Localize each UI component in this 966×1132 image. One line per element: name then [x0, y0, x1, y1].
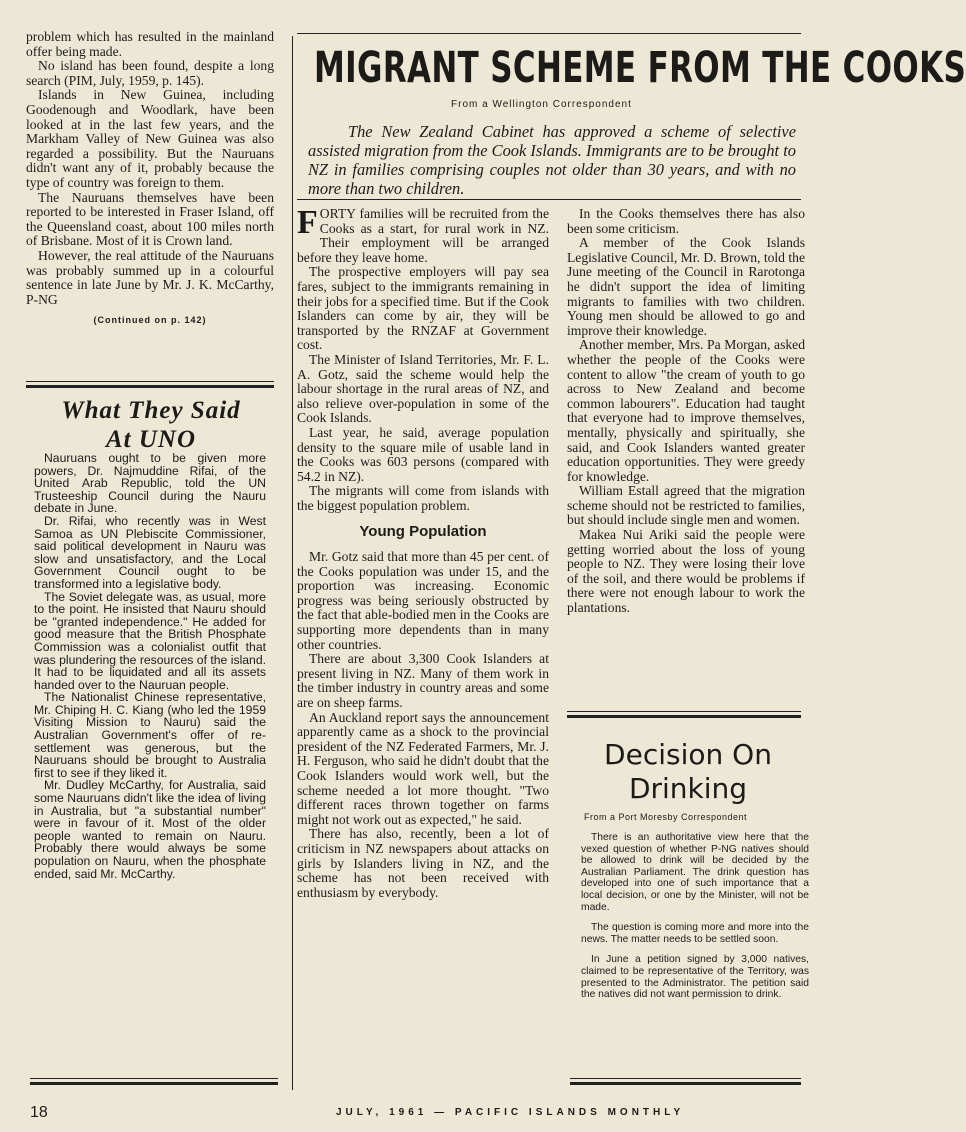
divider — [30, 1082, 278, 1085]
drop-cap: F — [297, 204, 318, 241]
paragraph: Nauruans ought to be given more powers, Dr. Najmuddine Rifai, of the United Arab Republic, told the UN Trusteeship Council during the Nauru debate in June. — [34, 451, 266, 516]
divider — [567, 711, 801, 712]
paragraph: Mr. Gotz said that more than 45 per cent. of the Cooks population was under 15, and the proportion was increasing. Economic progress was being seriously obstructed by the fact that able-bodied men in the Cooks are supporting more dependents than in many other countries. — [297, 549, 549, 652]
paragraph: Mr. Dudley McCarthy, for Australia, said some Nauruans didn't like the idea of living in Australia, but "a substantial number" were in favour of it. Most of the older people wanted to remain on Nauru. Probably there would always be some population on Nauru, when the phosphate ended, said Mr. McCarthy. — [34, 778, 266, 881]
paragraph: The Nationalist Chinese representative, Mr. Chiping H. C. Kiang (who led the 1959 Visiting Mission to Nauru) said the Australian Government's offer of re-settlement was generous, but the Nauruans should be brought to Australia first to see if they liked it. — [34, 690, 266, 780]
paragraph: The Soviet delegate was, as usual, more to the point. He insisted that Nauru should be "granted independence." He added for good measure that the British Phosphate Commission was a colonialist outfit that was plundering the resources of the island. It had to be liquidated and all its assets handed over to the Nauruan people. — [34, 589, 266, 692]
paragraph: The Minister of Island Territories, Mr. F. L. A. Gotz, said the scheme would help the labour shortage in the rural areas of NZ, and also relieve over-population in some of the Cook Islands. — [297, 351, 549, 426]
uno-article — [34, 452, 266, 880]
paragraph: Last year, he said, average population density to the square mile of usable land in the Cooks was 603 persons (compared with 54.2 in NZ). — [297, 424, 549, 484]
paragraph: The migrants will come from islands with the biggest population problem. — [297, 483, 549, 513]
paragraph: The Nauruans themselves have been reported to be interested in Fraser Island, off the Queensland coast, about 100 miles north of Brisbane. Most of it is Crown land. — [26, 189, 274, 249]
page-number: 18 — [30, 1104, 48, 1121]
paragraph: Islands in New Guinea, including Goodenough and Woodlark, have been looked at in the last few years, and the Markham Valley of New Guinea was also regarded a possibility. But the Nauruans didn't want any of it, probably because the type of country was foreign to them. — [26, 87, 274, 190]
migrant-column-1 — [297, 204, 549, 900]
paragraph: Dr. Rifai, who recently was in West Samoa as UN Plebiscite Commissioner, said political development in Nauru was slow and unsatisfactory, and the Local Government Council ought to be transformed into a legislative body. — [34, 513, 266, 591]
paragraph: A member of the Cook Islands Legislative Council, Mr. D. Brown, told the June meeting of the Council in Rarotonga he didn't support the idea of limiting migrants to families with two children. Young men should be allowed to go and improve their knowledge. — [567, 235, 805, 338]
paragraph: In June a petition signed by 3,000 natives, claimed to be representative of the Territory, was presented to the Administrator. The petition said the natives did not want permission to drink. — [581, 954, 809, 1001]
paragraph: An Auckland report says the announcement apparently came as a shock to the provincial president of the NZ Federated Farmers, Mr. J. H. Ferguson, who said he didn't doubt that the Cook Islanders would work well, but the scheme needed a lot more thought. "Two different races thrown together on farms might not work out as expected," he said. — [297, 709, 549, 827]
subheading: Young Population — [359, 523, 487, 541]
divider — [297, 199, 801, 200]
drinking-byline: From a Port Moresby Correspondent — [584, 812, 748, 822]
paragraph: In the Cooks themselves there has also been some criticism. — [567, 206, 805, 236]
paragraph: The prospective employers will pay sea fares, subject to the immigrants remaining in their jobs for a specified time. But if the Cook Islanders can come by air, they will be transported by the RNZAF at Government cost. — [297, 264, 549, 353]
paragraph: Another member, Mrs. Pa Morgan, asked whether the people of the Cooks were content to allow "the cream of youth to go across to New Zealand and become common labourers". Education had taught that everyone had to improve themselves, mentally, physically and spiritually, she said, and Cook Islanders wanted greater education opportunities. They were greedy for knowledge. — [567, 337, 805, 484]
paragraph: No island has been found, despite a long search (PIM, July, 1959, p. 145). — [26, 58, 274, 88]
paragraph: However, the real attitude of the Nauruans was probably summed up in a colourful sentence in late June by Mr. J. K. McCarthy, P-NG — [26, 247, 274, 307]
headline-box — [314, 43, 966, 95]
paragraph: There are about 3,300 Cook Islanders at present living in NZ. Many of them work in the timber industry in country areas and some are on sheep farms. — [297, 651, 549, 710]
byline: From a Wellington Correspondent — [451, 99, 632, 110]
first-paragraph-text: ORTY families will be recruited from the Cooks as a start, for rural work in NZ. Their employment will be arranged before they leave home. — [297, 206, 549, 265]
nauru-article-continuation — [26, 30, 274, 328]
paragraph: The question is coming more and more into the news. The matter needs to be settled soon. — [581, 922, 809, 945]
divider — [567, 715, 801, 718]
uno-heading: What They Said At UNO — [61, 397, 241, 453]
paragraph — [297, 204, 549, 265]
issue-footer: JULY, 1961 — PACIFIC ISLANDS MONTHLY — [336, 1107, 685, 1118]
drinking-title: Decision On Drinking — [604, 738, 772, 805]
paragraph: Makea Nui Ariki said the people were getting worried about the loss of young people to NZ. They were losing their love of the soil, and there would be problems if there were not enough labour to work the plantations. — [567, 527, 805, 616]
headline: MIGRANT SCHEME FROM THE COOKS — [314, 43, 966, 93]
divider — [570, 1082, 801, 1085]
column-divider — [292, 36, 293, 1090]
headline-rule — [297, 33, 801, 34]
divider — [30, 1078, 278, 1079]
continued-note[interactable]: (Continued on p. 142) — [93, 315, 207, 326]
paragraph: There is an authoritative view here that the vexed question of whether P-NG natives should be allowed to drink will be decided by the Australian Parliament. The drink question has developed into one of such importance that a local decision, or one by the Minister, will not be made. — [581, 832, 809, 913]
divider — [570, 1078, 801, 1079]
divider — [26, 385, 274, 388]
divider — [26, 381, 274, 382]
paragraph: There has also, recently, been a lot of criticism in NZ newspapers about attacks on girls by Islanders living in NZ, and the scheme has not been received with enthusiasm by everybody. — [297, 826, 549, 900]
migrant-column-2 — [567, 206, 805, 707]
paragraph: problem which has resulted in the mainland offer being made. — [26, 29, 274, 59]
paragraph: William Estall agreed that the migration scheme should not be restricted to families, but should include single men and women. — [567, 483, 805, 528]
standfirst: The New Zealand Cabinet has approved a scheme of selective assisted migration from the Cook Islands. Immigrants are to be brought to NZ in families comprising couples not older than 30 years, and with no more than two children. — [308, 122, 796, 198]
drinking-article — [581, 832, 809, 1077]
